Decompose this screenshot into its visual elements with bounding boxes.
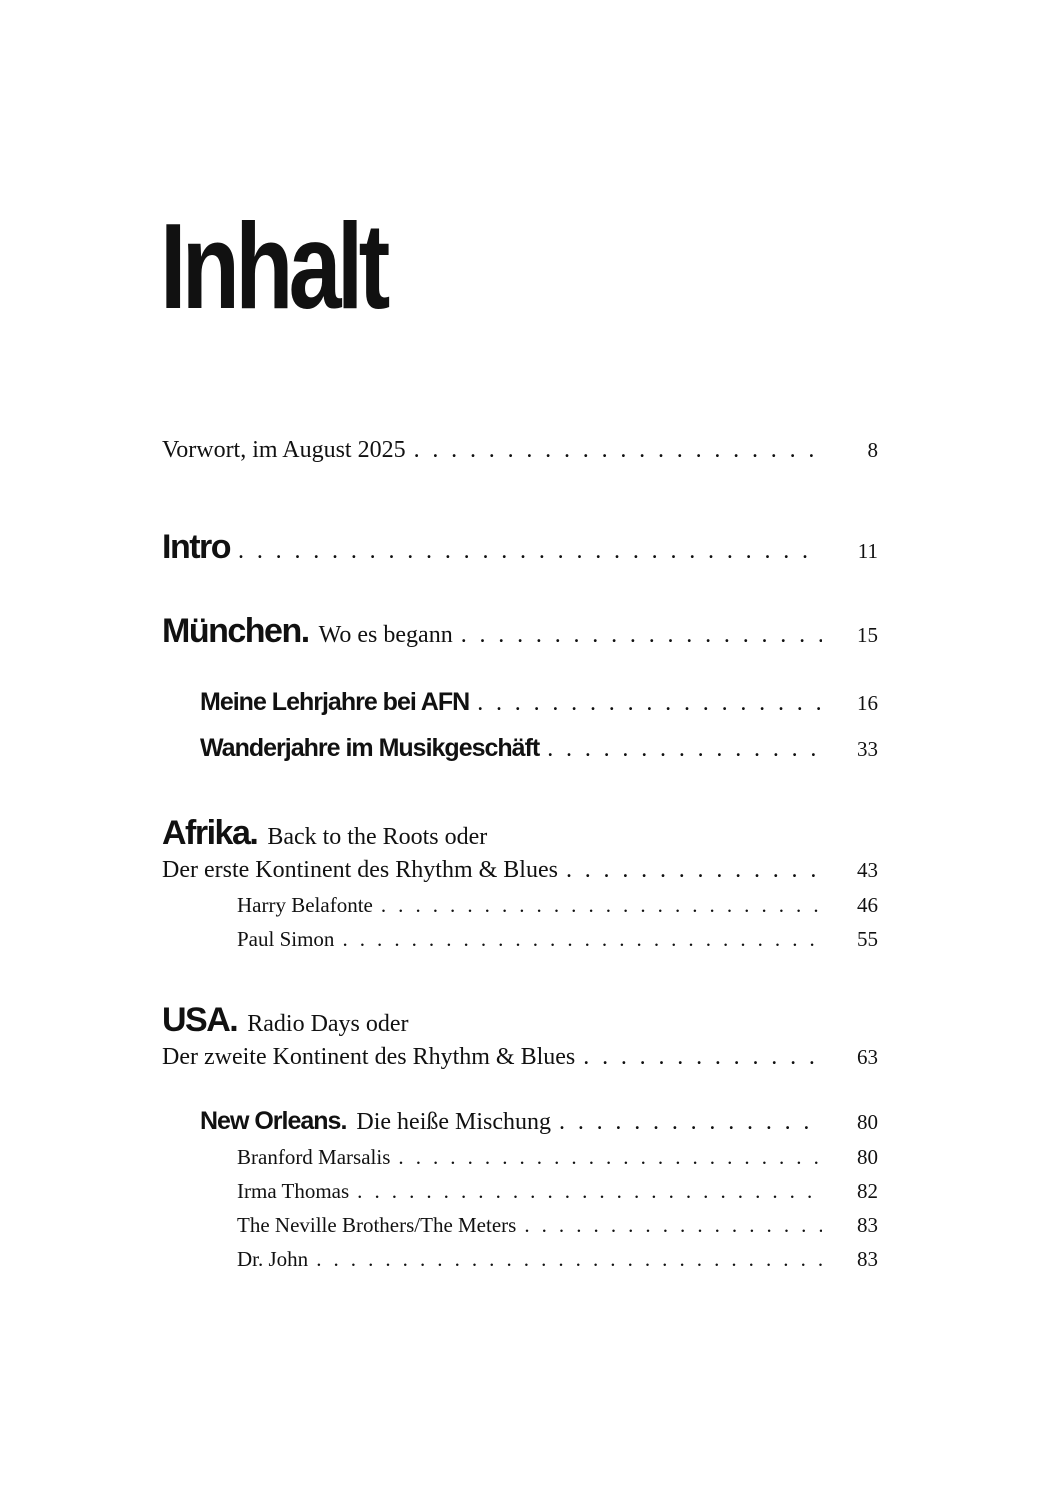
dot-leader: [342, 929, 822, 950]
toc-page-number: 80: [857, 1145, 878, 1169]
toc-page-number: 8: [867, 438, 878, 462]
toc-entry-thomas[interactable]: [237, 1181, 878, 1202]
section-heading: Intro: [162, 528, 231, 566]
subsection-heading: Wanderjahre im Musikgeschäft: [200, 734, 540, 762]
dot-leader: [414, 438, 822, 462]
dot-leader: [357, 1181, 822, 1202]
toc-page-number: 15: [857, 623, 878, 647]
toc-page-number: 33: [857, 737, 878, 761]
dot-leader: [524, 1215, 822, 1236]
toc-entry-wanderjahre[interactable]: [200, 736, 878, 761]
toc-entry-label: Vorwort, im August 2025: [162, 437, 406, 463]
toc-entry-label: Branford Marsalis: [237, 1145, 391, 1169]
dot-leader: [398, 1147, 822, 1168]
toc-entry-usa-heading: [162, 1003, 409, 1037]
dot-leader: [316, 1249, 822, 1270]
dot-leader: [559, 1110, 822, 1134]
toc-page-number: 43: [857, 858, 878, 882]
toc-page-number: 46: [857, 893, 878, 917]
section-heading: USA.: [162, 1001, 238, 1039]
toc-entry-label: Harry Belafonte: [237, 893, 373, 917]
page-title: Inhalt: [160, 198, 386, 334]
toc-entry-usa[interactable]: [162, 1045, 878, 1069]
section-subtitle: Wo es begann: [318, 622, 453, 648]
toc-entry-label: Paul Simon: [237, 927, 335, 951]
section-heading: Afrika.: [162, 814, 258, 852]
toc-entry-label: The Neville Brothers/The Meters: [237, 1213, 517, 1237]
section-heading: München.: [162, 612, 309, 650]
toc-page-number: 83: [857, 1213, 878, 1237]
toc-entry-muenchen[interactable]: [162, 614, 878, 648]
dot-leader: [547, 737, 822, 761]
toc-entry-simon[interactable]: [237, 929, 878, 950]
toc-page-number: 16: [857, 691, 878, 715]
toc-entry-label: Dr. John: [237, 1247, 309, 1271]
dot-leader: [583, 1045, 822, 1069]
toc-entry-marsalis[interactable]: [237, 1147, 878, 1168]
toc-entry-new-orleans[interactable]: [200, 1109, 878, 1134]
toc-entry-dr-john[interactable]: [237, 1249, 878, 1270]
toc-entry-afrika-heading: [162, 816, 487, 850]
toc-entry-vorwort[interactable]: [162, 438, 878, 462]
toc-page-number: 82: [857, 1179, 878, 1203]
subsection-heading: Meine Lehrjahre bei AFN: [200, 688, 470, 716]
toc-entry-intro[interactable]: [162, 530, 878, 564]
toc-page-number: 11: [857, 539, 878, 563]
dot-leader: [477, 691, 822, 715]
dot-leader: [461, 623, 822, 647]
section-subtitle-line2: Der erste Kontinent des Rhythm & Blues: [162, 857, 558, 883]
toc-entry-neville[interactable]: [237, 1215, 878, 1236]
subsection-heading: New Orleans.: [200, 1107, 347, 1135]
toc-entry-belafonte[interactable]: [237, 895, 878, 916]
toc-page-number: 63: [857, 1045, 878, 1069]
dot-leader: [238, 539, 822, 563]
toc-page-number: 83: [857, 1247, 878, 1271]
dot-leader: [381, 895, 822, 916]
dot-leader: [566, 858, 822, 882]
subsection-subtitle: Die heiße Mischung: [356, 1109, 552, 1135]
section-subtitle: Back to the Roots oder: [267, 824, 488, 850]
toc-entry-label: Irma Thomas: [237, 1179, 350, 1203]
toc-page-number: 80: [857, 1110, 878, 1134]
toc-entry-lehrjahre[interactable]: [200, 690, 878, 715]
section-subtitle: Radio Days oder: [247, 1011, 409, 1037]
toc-entry-afrika[interactable]: [162, 858, 878, 882]
section-subtitle-line2: Der zweite Kontinent des Rhythm & Blues: [162, 1044, 576, 1070]
toc-page-number: 55: [857, 927, 878, 951]
